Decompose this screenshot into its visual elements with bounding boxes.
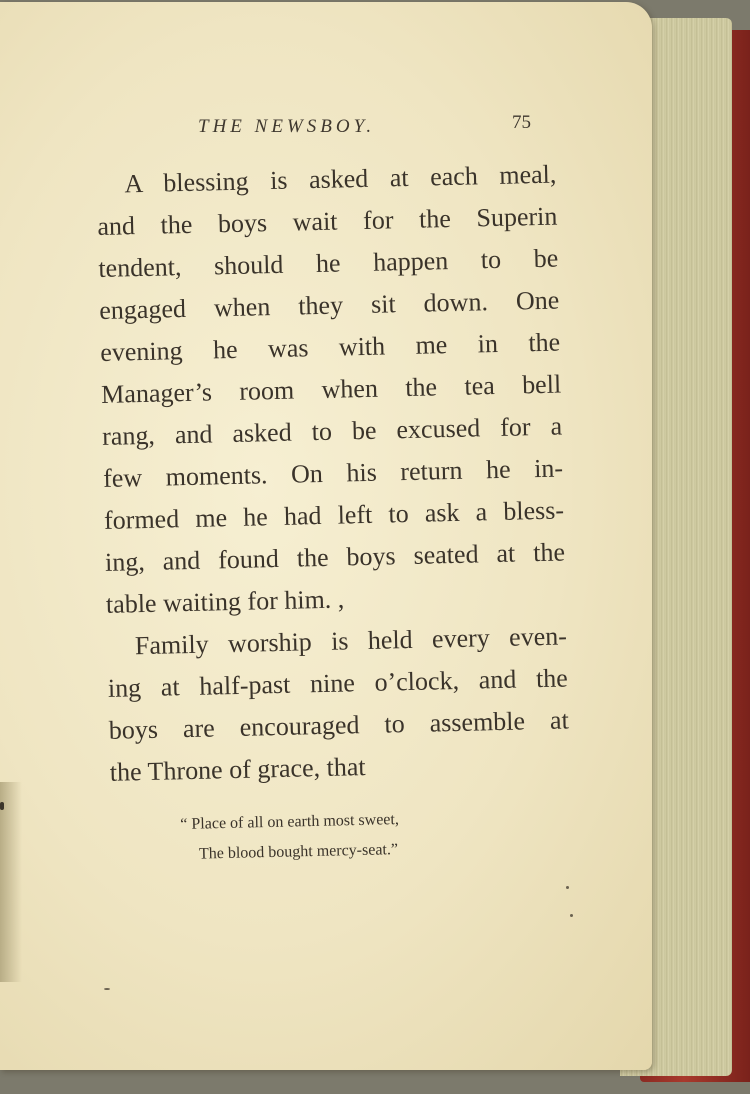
text-line: Family worship is held every even- [134, 621, 568, 661]
book-page [0, 2, 652, 1070]
text-line: A blessing is asked at each meal, [124, 159, 557, 199]
text-line: and the boys wait for the Superin [97, 201, 558, 241]
text-line: rang, and asked to be excused for a [101, 411, 563, 451]
paper-speck [566, 886, 569, 889]
text-line: table waiting for him. , [105, 584, 345, 619]
text-line: Manager’s room when the tea bell [100, 369, 562, 409]
page-number: 75 [512, 112, 531, 133]
text-line: the Throne of grace, that [109, 752, 366, 787]
quote-line-1: “ Place of all on earth most sweet, [180, 811, 400, 833]
text-line: few moments. On his return he in- [102, 453, 564, 493]
text-line: boys are encouraged to assemble at [108, 705, 570, 745]
text-line: ing, and found the boys seated at the [104, 537, 566, 577]
text-line: tendent, should he happen to be [98, 243, 559, 283]
quote-line-2: The blood bought mercy-seat.” [198, 841, 399, 863]
page-header [198, 110, 548, 144]
paper-speck [570, 914, 573, 917]
text-line: evening he was with me in the [99, 327, 561, 367]
text-line: engaged when they sit down. One [98, 285, 560, 325]
page-gutter [0, 782, 22, 982]
text-line: ing at half-past nine o’clock, and the [107, 663, 569, 703]
running-title: THE NEWSBOY. [198, 116, 376, 137]
text-line: formed me he had left to ask a bless- [103, 495, 565, 535]
body-text [96, 154, 570, 794]
paper-speck [104, 988, 110, 990]
gutter-mark [0, 802, 4, 810]
verse-quote [180, 803, 481, 870]
